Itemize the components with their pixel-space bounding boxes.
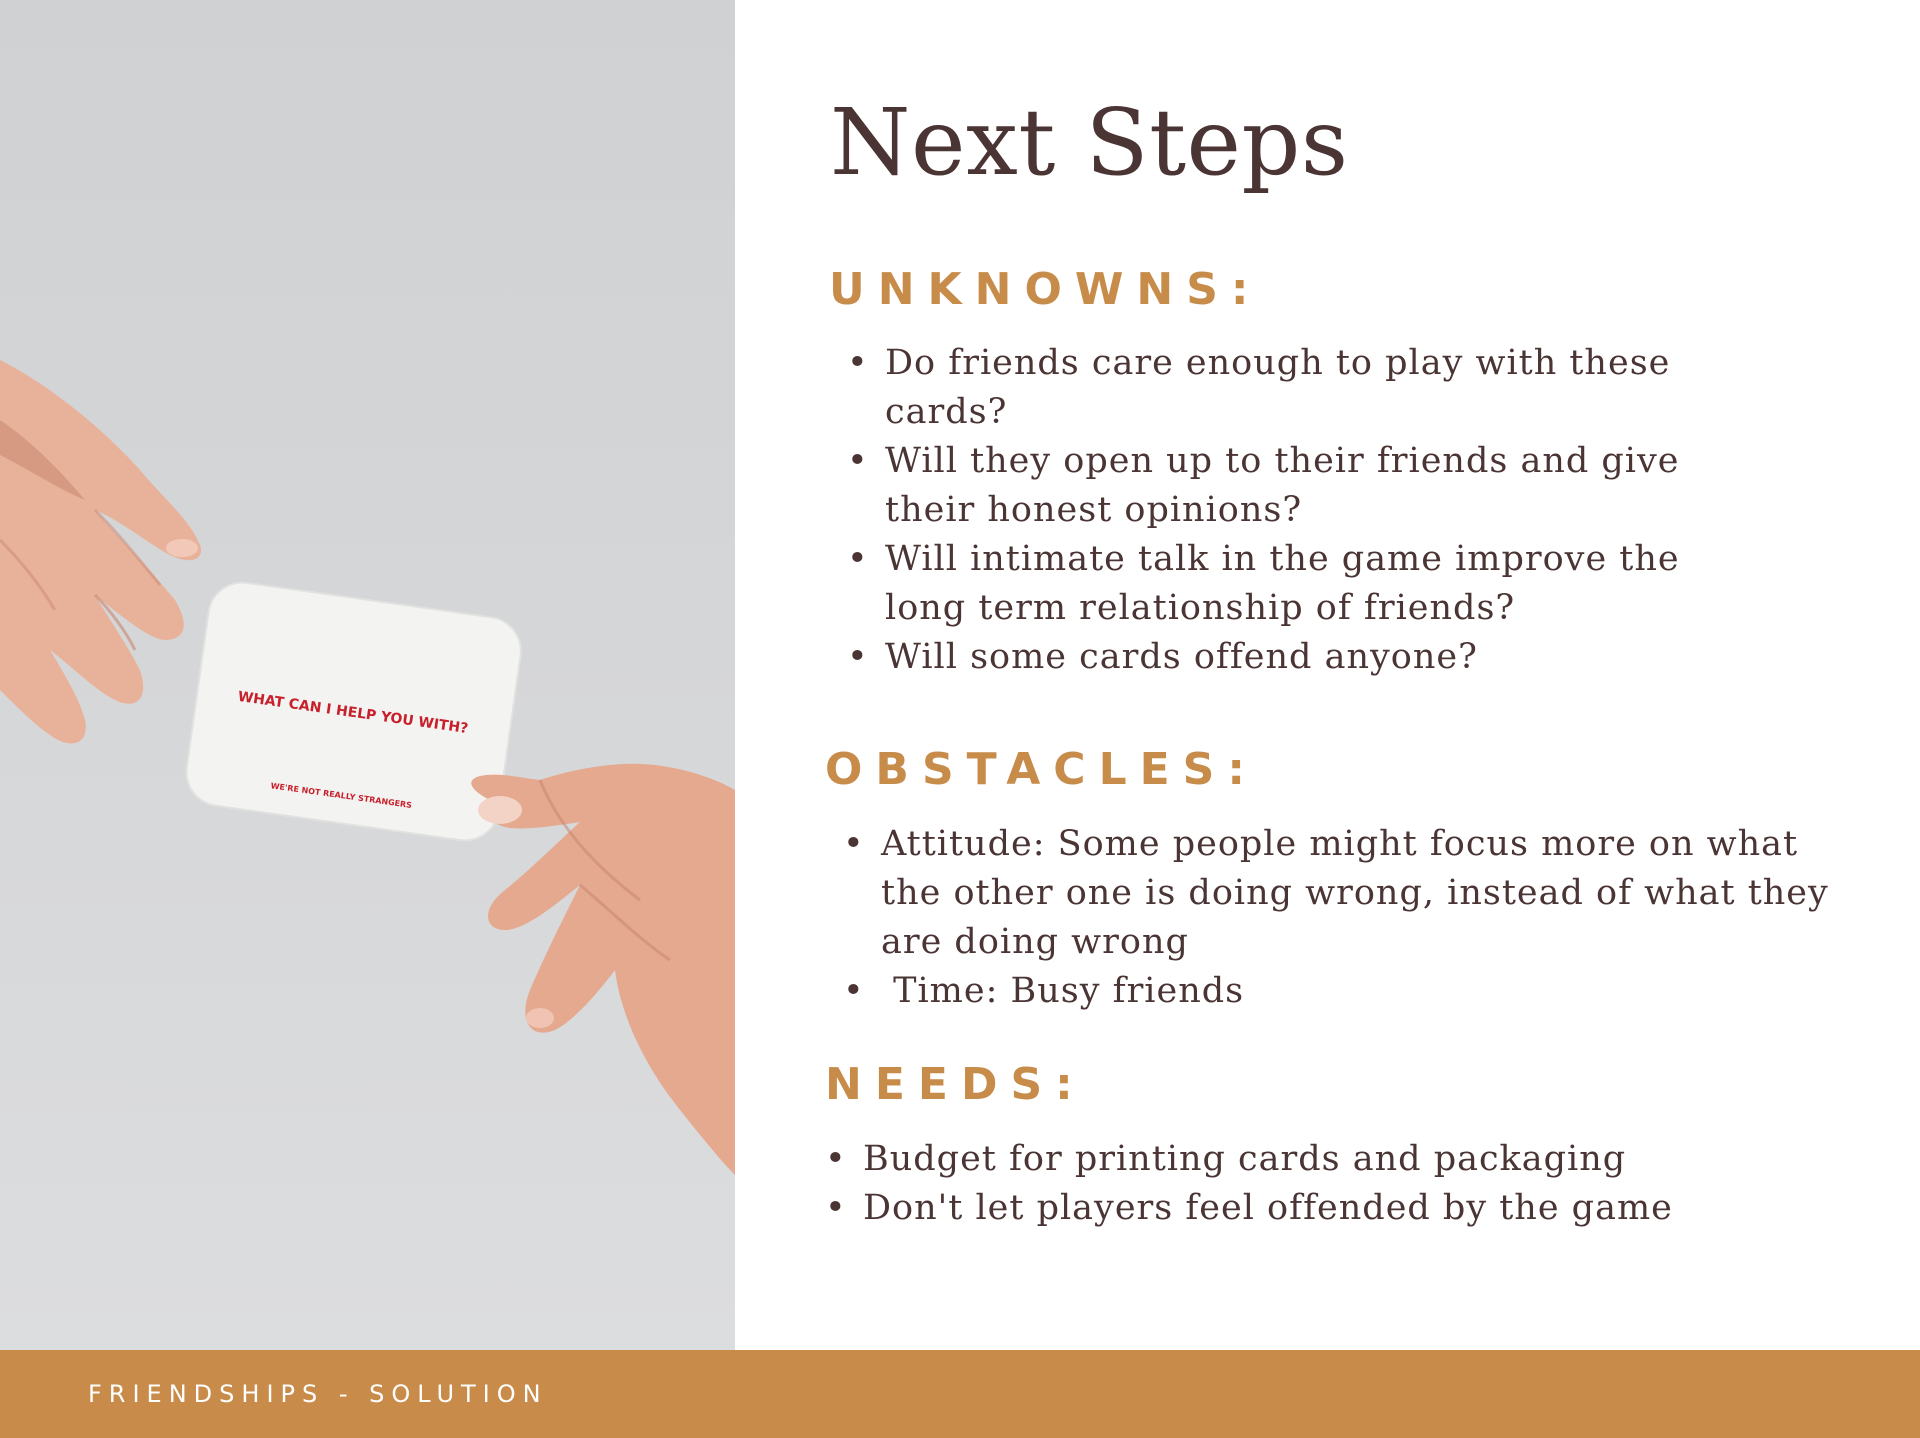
- photo-illustration: [0, 0, 735, 1350]
- footer-label: FRIENDSHIPS - SOLUTION: [88, 1380, 548, 1408]
- list-item: • Do friends care enough to play with these cards?: [847, 339, 1767, 437]
- footer-bar: [0, 1350, 1920, 1438]
- left-hand: [0, 360, 201, 743]
- unknowns-heading: UNKNOWNS:: [829, 264, 1262, 315]
- list-item: • Will intimate talk in the game improve the long term relationship of friends?: [847, 535, 1767, 633]
- unknowns-list: [847, 339, 1767, 682]
- needs-list: [825, 1135, 1825, 1233]
- conversation-card: [182, 578, 525, 845]
- needs-heading: NEEDS:: [825, 1059, 1086, 1110]
- list-item: • Will some cards offend anyone?: [847, 633, 1767, 682]
- hands-holding-card-photo: [0, 0, 735, 1350]
- list-item: • Don't let players feel offended by the game: [825, 1184, 1825, 1233]
- obstacles-heading: OBSTACLES:: [825, 744, 1258, 795]
- content-panel: [735, 0, 1920, 1350]
- card-question-text: WHAT CAN I HELP YOU WITH?: [236, 688, 470, 738]
- obstacles-list: [843, 820, 1843, 1016]
- list-item: • Attitude: Some people might focus more on what the other one is doing wrong, instead of what they are doing wrong: [843, 820, 1843, 967]
- right-hand: [471, 764, 735, 1175]
- page-title: Next Steps: [830, 89, 1349, 196]
- list-item: • Budget for printing cards and packaging: [825, 1135, 1825, 1184]
- card-brand-text: WE'RE NOT REALLY STRANGERS: [270, 781, 413, 811]
- list-item: • Time: Busy friends: [843, 967, 1843, 1016]
- list-item: • Will they open up to their friends and give their honest opinions?: [847, 437, 1767, 535]
